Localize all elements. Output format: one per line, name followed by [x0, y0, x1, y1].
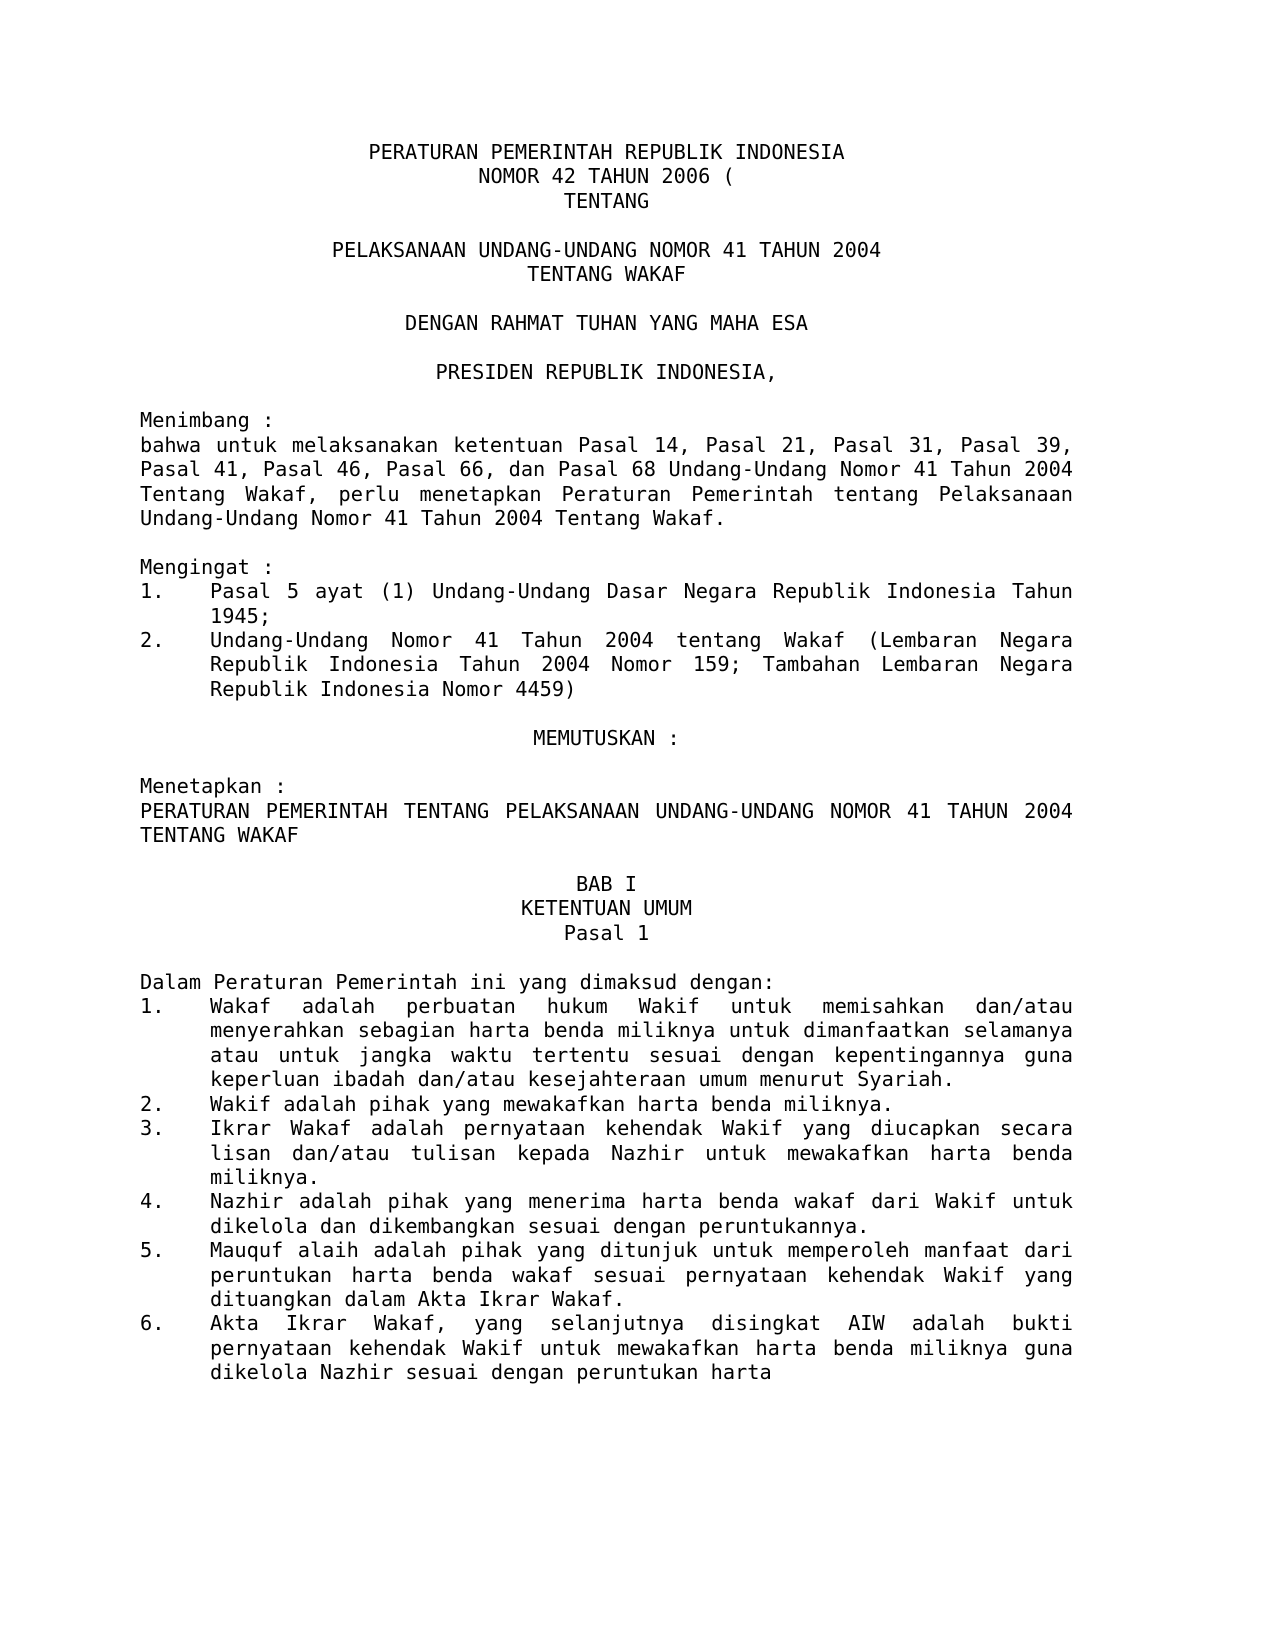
chapter-pasal: Pasal 1: [563, 920, 650, 945]
document-title-block: [140, 140, 1073, 213]
menimbang-text: bahwa untuk melaksanakan ketentuan Pasal 14, Pasal 21, Pasal 31, Pasal 39, Pasal 41, Pasal 46, Pasal 66, dan Pasal 68 Undang-Undang Nomor 41 Tahun 2004 Tentang Wakaf, perlu menetapkan Peraturan Pemerintah tentang Pelaksanaan Undang-Undang Nomor 41 Tahun 2004 Tentang Wakaf.: [140, 432, 1073, 531]
spacer: [140, 384, 1073, 408]
document-body: [140, 140, 1073, 1385]
list-text: Wakif adalah pihak yang mewakafkan harta benda miliknya.: [210, 1091, 894, 1116]
list-marker: 3.: [140, 1116, 165, 1141]
spacer: [140, 701, 1073, 725]
spacer: [140, 335, 1073, 359]
definition-item: [140, 1311, 1073, 1384]
list-text: Mauquf alaih adalah pihak yang ditunjuk untuk memperoleh manfaat dari peruntukan harta benda wakaf sesuai pernyataan kehendak Wakif yang dituangkan dalam Akta Ikrar Wakaf.: [210, 1238, 1073, 1311]
definition-item: [140, 1092, 1073, 1116]
memutuskan-heading: MEMUTUSKAN :: [533, 725, 680, 750]
list-text: Nazhir adalah pihak yang menerima harta benda wakaf dari Wakif untuk dikelola dan dikembangkan sesuai dengan peruntukannya.: [210, 1189, 1073, 1238]
chapter-title: KETENTUAN UMUM: [521, 896, 692, 921]
spacer: [140, 750, 1073, 774]
mengingat-label: Mengingat :: [140, 554, 275, 579]
list-marker: 2.: [140, 628, 165, 653]
list-text: Pasal 5 ayat (1) Undang-Undang Dasar Negara Republik Indonesia Tahun 1945;: [210, 579, 1073, 628]
subject-line-1: PELAKSANAAN UNDANG-UNDANG NOMOR 41 TAHUN 2004: [331, 237, 882, 262]
spacer: [140, 530, 1073, 554]
list-text: Undang-Undang Nomor 41 Tahun 2004 tentang Wakaf (Lembaran Negara Republik Indonesia Tahun 2004 Nomor 159; Tambahan Lembaran Negara Republik Indonesia Nomor 4459): [210, 628, 1073, 701]
list-marker: 4.: [140, 1189, 165, 1214]
list-marker: 5.: [140, 1238, 165, 1263]
title-line-2: NOMOR 42 TAHUN 2006 (: [478, 164, 735, 189]
document-subject-block: [140, 238, 1073, 287]
spacer: [140, 945, 1073, 969]
mengingat-item: [140, 579, 1073, 628]
mengingat-item: [140, 628, 1073, 701]
menimbang-label: Menimbang :: [140, 408, 275, 433]
definition-item: [140, 1116, 1073, 1189]
list-marker: 1.: [140, 994, 165, 1019]
subject-line-2: TENTANG WAKAF: [527, 262, 686, 287]
invocation-line: DENGAN RAHMAT TUHAN YANG MAHA ESA: [405, 310, 808, 335]
title-line-1: PERATURAN PEMERINTAH REPUBLIK INDONESIA: [368, 140, 845, 164]
definition-item: [140, 1238, 1073, 1311]
list-marker: 1.: [140, 579, 165, 604]
list-text: Ikrar Wakaf adalah pernyataan kehendak Wakif yang diucapkan secara lisan dan/atau tulisan kepada Nazhir untuk mewakafkan harta benda miliknya.: [210, 1116, 1073, 1189]
list-text: Akta Ikrar Wakaf, yang selanjutnya disingkat AIW adalah bukti pernyataan kehendak Wakif untuk mewakafkan harta benda miliknya guna dikelola Nazhir sesuai dengan peruntukan harta: [210, 1311, 1073, 1385]
menetapkan-label: Menetapkan :: [140, 774, 287, 799]
menetapkan-text: PERATURAN PEMERINTAH TENTANG PELAKSANAAN UNDANG-UNDANG NOMOR 41 TAHUN 2004 TENTANG WAKAF: [140, 798, 1073, 848]
definition-item: [140, 994, 1073, 1092]
definitions-list: [140, 994, 1073, 1385]
definitions-lead-in: Dalam Peraturan Pemerintah ini yang dimaksud dengan:: [140, 969, 775, 994]
list-text: Wakaf adalah perbuatan hukum Wakif untuk memisahkan dan/atau menyerahkan sebagian harta benda miliknya untuk dimanfaatkan selamanya atau untuk jangka waktu tertentu sesuai dengan kepentingannya guna keperluan ibadah dan/atau kesejahteraan umum menurut Syariah.: [210, 994, 1073, 1092]
list-marker: 2.: [140, 1091, 165, 1116]
spacer: [140, 213, 1073, 237]
chapter-bab: BAB I: [575, 872, 638, 897]
list-marker: 6.: [140, 1311, 165, 1336]
mengingat-list: [140, 579, 1073, 701]
authority-line: PRESIDEN REPUBLIK INDONESIA,: [435, 359, 778, 384]
spacer: [140, 848, 1073, 872]
spacer: [140, 286, 1073, 310]
chapter-heading-block: [140, 872, 1073, 945]
title-line-3: TENTANG: [563, 188, 650, 213]
definition-item: [140, 1189, 1073, 1238]
